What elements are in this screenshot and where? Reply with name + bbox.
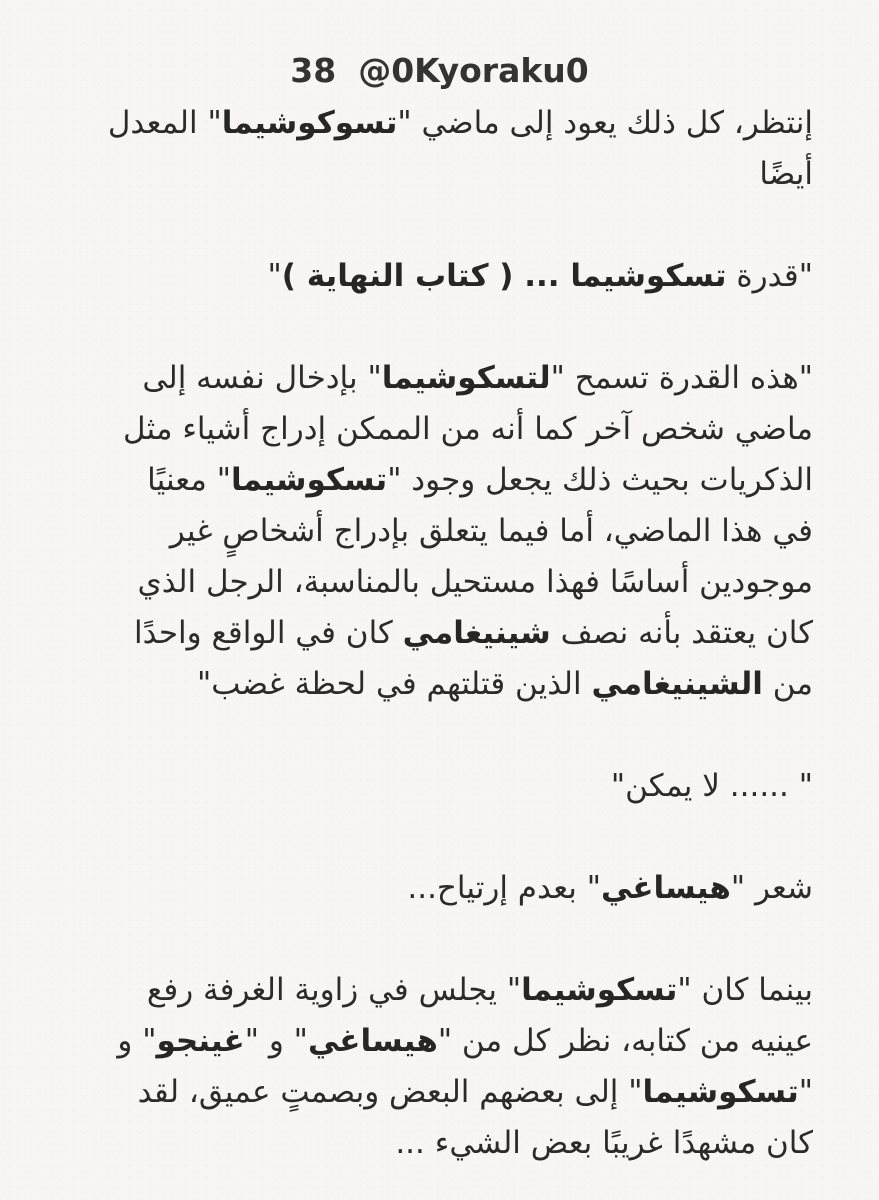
text-span: أيضًا: [759, 156, 813, 192]
text-line: [43, 251, 813, 302]
text-span: في هذا الماضي، أما فيما يتعلق بإدراج أشخاصٍ غير: [169, 513, 813, 549]
header: [0, 48, 879, 94]
text-span: " ...... لا يمكن": [610, 768, 813, 804]
bold-name-span: تسكوشيما: [642, 1074, 799, 1110]
text-span: " المعدل: [107, 105, 222, 141]
bold-name-span: تسكوشيما: [521, 972, 678, 1008]
text-span: " و: [117, 1023, 157, 1059]
text-line: [43, 1016, 813, 1067]
bold-name-span: الشينيغامي: [591, 666, 763, 702]
bold-name-span: هيساغي: [600, 870, 731, 906]
bold-name-span: تسوكوشيما: [221, 105, 398, 141]
text-span: " إلى بعضهم البعض وبصمتٍ عميق، لقد: [137, 1074, 643, 1110]
text-line: [43, 608, 813, 659]
text-line: [43, 353, 813, 404]
text-line: [43, 761, 813, 812]
text-span: "قدرة: [726, 258, 813, 294]
text-span: كان مشهدًا غريبًا بعض الشيء ...: [395, 1125, 813, 1161]
text-span: " بإدخال نفسه إلى: [142, 360, 382, 396]
chapter-number: 38: [290, 51, 337, 90]
text-span: إنتظر، كل ذلك يعود إلى ماضي ": [397, 105, 813, 141]
bold-name-span: تسكوشيما: [230, 462, 388, 498]
text-line: [43, 965, 813, 1016]
bold-name-span: غينجو: [156, 1023, 245, 1059]
text-span: ": [267, 258, 282, 294]
bold-name-span: تسكوشيما ... ( كتاب النهاية ): [281, 258, 727, 294]
text-span: من: [762, 666, 813, 702]
text-span: ": [798, 1074, 813, 1110]
bold-name-span: لتسكوشيما: [381, 360, 551, 396]
text-span: " يجلس في زاوية الغرفة رفع: [146, 972, 522, 1008]
text-span: عينيه من كتابه، نظر كل من ": [437, 1023, 813, 1059]
text-span: كان في الواقع واحدًا: [133, 615, 403, 651]
text-line: [43, 863, 813, 914]
text-span: " معنيًا: [147, 462, 231, 498]
text-line: [43, 506, 813, 557]
text-line: [43, 98, 813, 149]
text-span: "هذه القدرة تسمح ": [550, 360, 813, 396]
text-span: " بعدم إرتياح...: [407, 870, 601, 906]
text-line: [43, 1067, 813, 1118]
text-span: الذين قتلتهم في لحظة غضب": [196, 666, 592, 702]
text-line: [43, 659, 813, 710]
text-line: [43, 557, 813, 608]
text-line: [43, 1118, 813, 1169]
author-handle: @0Kyoraku0: [358, 51, 589, 90]
text-span: موجودين أساسًا فهذا مستحيل بالمناسبة، الرجل الذي: [137, 564, 813, 600]
text-span: ماضي شخص آخر كما أنه من الممكن إدراج أشياء مثل: [123, 411, 813, 447]
text-span: بينما كان ": [677, 972, 813, 1008]
bold-name-span: شينيغامي: [402, 615, 551, 651]
bold-name-span: هيساغي: [307, 1023, 438, 1059]
text-line: [43, 149, 813, 200]
text-span: كان يعتقد بأنه نصف: [550, 615, 813, 651]
text-span: الذكريات بحيث ذلك يجعل وجود ": [387, 462, 813, 498]
text-line: [43, 455, 813, 506]
text-span: " و ": [244, 1023, 308, 1059]
body-text: [43, 98, 813, 1169]
text-span: شعر ": [730, 870, 813, 906]
text-line: [43, 404, 813, 455]
